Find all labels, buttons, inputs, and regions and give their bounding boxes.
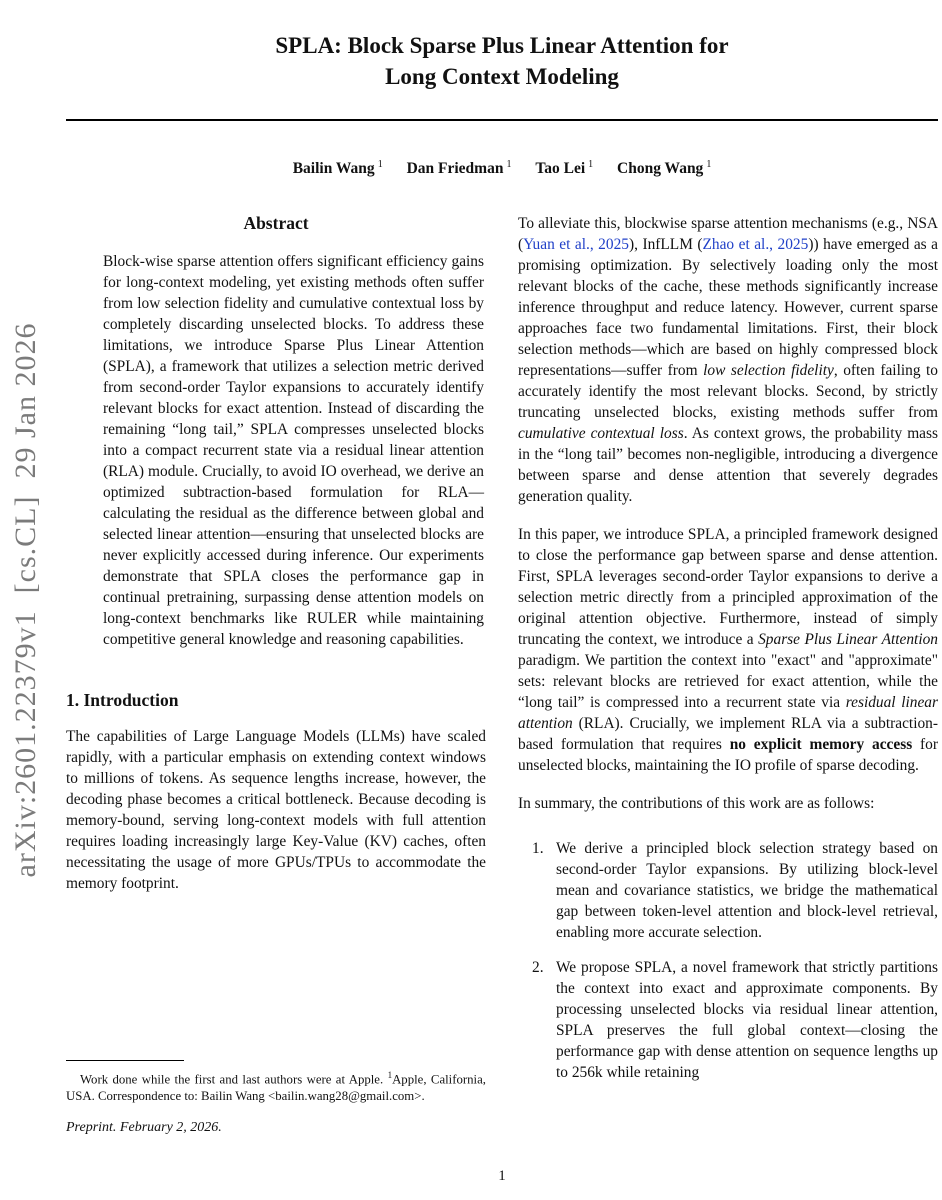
footnote-rule [66, 1060, 184, 1061]
list-item-text [556, 959, 938, 1081]
text-run: (RLA). Crucially, we implement RLA via a subtraction-based formulation that requires [518, 715, 938, 753]
author-4 [617, 160, 711, 177]
text-run: . As context grows, the probability mass in the “long tail” becomes non-negligible, introducing a divergence between sparse and dense attention that severely degrades generation quality. [518, 425, 938, 505]
list-item-1 [518, 838, 938, 943]
body-paragraph-3 [518, 793, 938, 814]
text-run: low selection fidelity [703, 362, 834, 379]
left-column [66, 213, 486, 911]
author-affiliation-sup: 1 [588, 159, 594, 170]
text-run: cumulative contextual loss [518, 425, 684, 442]
section-heading-introduction: 1. Introduction [66, 690, 179, 710]
author-affiliation-sup: 1 [377, 159, 383, 170]
paper-header [66, 0, 938, 178]
footnote-block [66, 1060, 486, 1136]
text-run: Block-wise sparse attention offers significant efficiency gains for long-context modeling, yet existing methods often suffer from low selection fidelity and cumulative contextual loss by completely discarding unselected blocks. To address these limitations, we introduce Sparse Plus Linear Attention (SPLA), a framework that utilizes a selection metric derived from second-order Taylor expansions to accurately identify relevant blocks for exact attention. Instead of discarding the remaining “long tail,” SPLA compresses unselected blocks into a compact recurrent state via a residual linear attention (RLA) module. Crucially, to avoid IO overhead, we derive an optimized subtraction-based formulation for RLA—calculating the residual as the difference between global and selected linear attention—ensuring that unselected blocks are never explicitly accessed during inference. Our experiments demonstrate that SPLA closes the performance gap in continual pretraining, surpassing dense attention models on long-context benchmarks like RULER while maintaining competitive general knowledge and reasoning capabilities. [103, 253, 484, 648]
body-paragraph-1 [518, 213, 938, 507]
title-rule [66, 119, 938, 121]
introduction-paragraph [66, 726, 486, 894]
list-item-number: 2. [532, 959, 544, 976]
author-2 [407, 160, 512, 177]
paper-title [66, 30, 938, 92]
page-number: 1 [498, 1168, 506, 1184]
citation-link[interactable]: Yuan et al., 2025 [523, 236, 629, 253]
list-item-text [556, 840, 938, 941]
text-run: )) have emerged as a promising optimization. By selectively loading only the most relevant blocks of the cache, these methods significantly increase inference throughput and reduce latency. However, current sparse approaches face two fundamental limitations. First, their block selection methods—which are based on highly compressed block representations—suffer from [518, 236, 938, 379]
abstract-paragraph [103, 251, 484, 650]
title-line-2: Long Context Modeling [385, 64, 619, 89]
text-run: 1 [387, 1070, 393, 1080]
author-1 [293, 160, 383, 177]
text-run: for unselected blocks, maintaining the IO profile of sparse decoding. [518, 736, 939, 774]
author-name: Chong Wang [617, 160, 704, 178]
text-run: We derive a principled block selection strategy based on second-order Taylor expansions. By utilizing block-level mean and covariance statistics, we bridge the mathematical gap between token-level attention and block-level retrieval, enabling more accurate selection. [556, 840, 938, 941]
text-run: We propose SPLA, a novel framework that strictly partitions the context into exact and approximate components. By processing unselected blocks via residual linear attention, SPLA preserves the full global context—closing the performance gap with dense attention on sequence lengths up to 256k while retaining [556, 959, 938, 1081]
list-item-number: 1. [532, 840, 544, 857]
text-run: To alleviate this, blockwise sparse attention mechanisms (e.g., NSA ( [518, 215, 938, 253]
right-column [518, 213, 938, 1097]
text-run: residual linear attention [518, 694, 938, 732]
text-run: In summary, the contributions of this work are as follows: [518, 795, 875, 812]
author-affiliation-sup: 1 [506, 159, 512, 170]
author-name: Tao Lei [535, 160, 586, 178]
preprint-note: Preprint. February 2, 2026. [66, 1120, 222, 1136]
author-name: Bailin Wang [292, 160, 375, 178]
text-run: no explicit memory access [729, 736, 913, 753]
author-3 [535, 160, 593, 177]
footnote-text [66, 1067, 486, 1104]
citation-link[interactable]: Zhao et al., 2025 [702, 236, 809, 253]
text-run: , often failing to accurately identify the most relevant blocks. Second, by strictly truncating unselected blocks, existing methods suffer from [518, 362, 939, 421]
text-run: paradigm. We partition the context into "exact" and "approximate" sets: relevant blocks are retrieved for exact attention, while the “long tail” is compressed into a recurrent state via [518, 652, 938, 711]
text-run: Sparse Plus Linear Attention [758, 631, 938, 648]
list-item-2 [518, 957, 938, 1083]
text-run: In this paper, we introduce SPLA, a principled framework designed to close the performance gap between sparse and dense attention. First, SPLA leverages second-order Taylor expansions to derive a selection metric directly from a principled approximation of the original attention objective. Furthermore, instead of simply truncating the context, we introduce a [518, 526, 938, 648]
author-affiliation-sup: 1 [706, 159, 712, 170]
author-name: Dan Friedman [406, 160, 504, 178]
text-run: ), InfLLM ( [628, 236, 703, 253]
text-run: Apple, California, USA. Correspondence to: Bailin Wang <bailin.wang28@gmail.com>. [66, 1072, 486, 1103]
abstract-heading: Abstract [243, 213, 309, 233]
text-run: The capabilities of Large Language Models (LLMs) have scaled rapidly, with a particular emphasis on extending context windows to millions of tokens. As sequence lengths increase, however, the decoding phase becomes a critical bottleneck. Because decoding is memory-bound, serving long-context models with full attention requires loading increasingly large Key-Value (KV) caches, often necessitating the usage of more GPUs/TPUs to accommodate the memory footprint. [66, 728, 486, 892]
author-list [66, 159, 938, 178]
title-line-1: SPLA: Block Sparse Plus Linear Attention for [275, 33, 729, 58]
arxiv-stamp: arXiv:2601.22379v1 [cs.CL] 29 Jan 2026 [9, 322, 42, 878]
contribution-list [518, 838, 938, 1083]
body-paragraph-2 [518, 524, 938, 776]
text-run: Work done while the first and last authors were at Apple. [80, 1072, 388, 1087]
